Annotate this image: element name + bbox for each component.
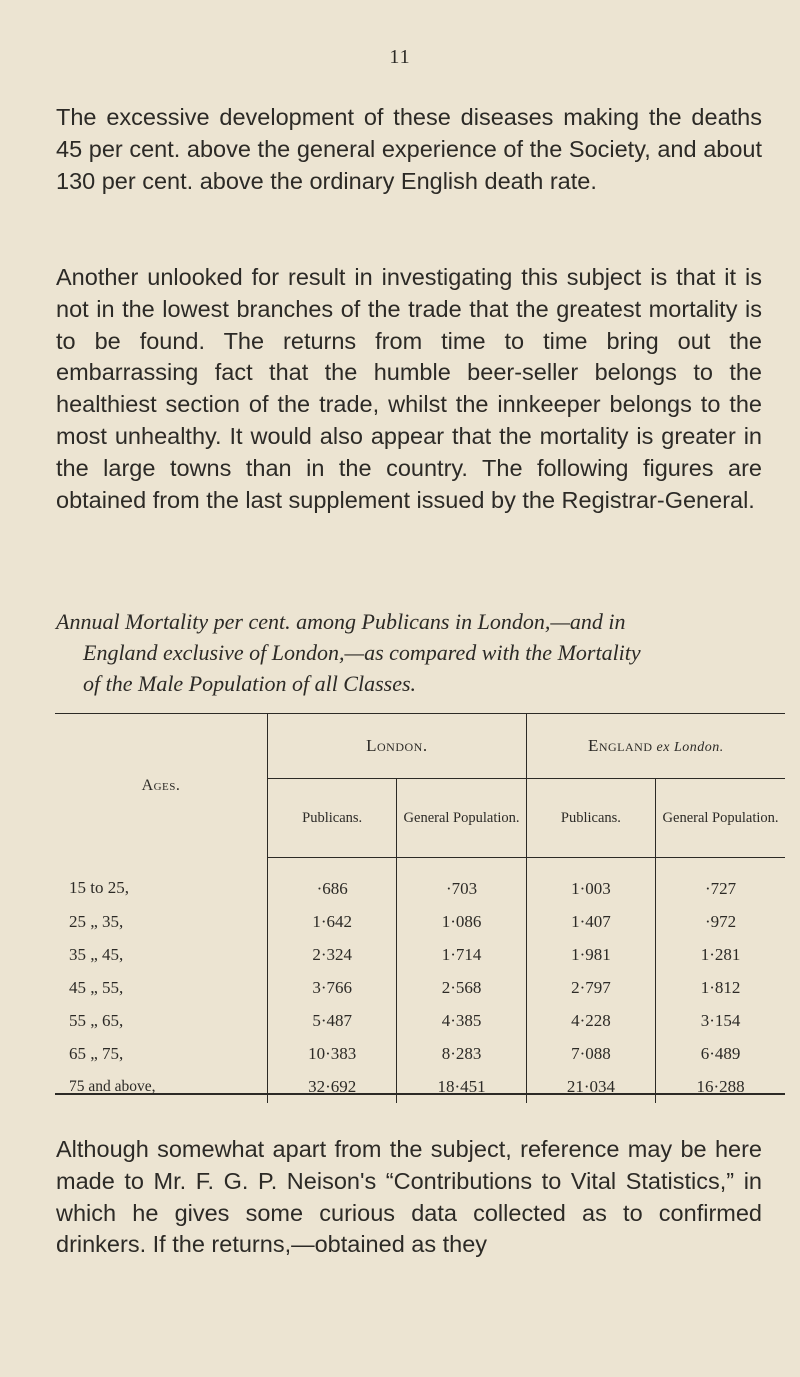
ages-header: Ages. <box>141 776 181 794</box>
value-cell: 32·692 <box>267 1070 396 1103</box>
caption-line-1: Annual Mortality per cent. among Publicans in London,—and in <box>56 609 626 634</box>
value-cell: 21·034 <box>526 1070 655 1103</box>
sub-header-england-general: General Population. <box>656 779 785 858</box>
age-cell: 35 „ 45, <box>69 944 124 964</box>
table-row <box>55 1004 785 1037</box>
caption-line-3: of the Male Population of all Classes. <box>83 671 417 696</box>
value-cell: 1·086 <box>397 905 526 938</box>
value-cell: 7·088 <box>526 1037 655 1070</box>
value-cell: 2·568 <box>397 971 526 1004</box>
value-cell: 1·003 <box>526 858 655 906</box>
age-cell: 25 „ 35, <box>69 911 124 931</box>
value-cell: 8·283 <box>397 1037 526 1070</box>
value-cell: 4·385 <box>397 1004 526 1037</box>
table-row <box>55 858 785 906</box>
london-header <box>267 714 526 779</box>
age-cell: 15 to 25, <box>69 878 129 898</box>
value-cell: 18·451 <box>397 1070 526 1103</box>
paragraph-3: Although somewhat apart from the subject, reference may be here made to Mr. F. G. P. Neison's “Contributions to Vital Statistics,” in which he gives some curious data collected as to confirmed drinkers. If the returns,—obtained as they <box>56 1136 762 1258</box>
sub-header-london-general: General Population. <box>397 779 526 858</box>
value-cell: 5·487 <box>267 1004 396 1037</box>
value-cell: 1·812 <box>656 971 785 1004</box>
paragraph-2: Another unlooked for result in investigating this subject is that it is not in the lowest branches of the trade that the greatest mortality is to be found. The returns from time to time bring out the embarrassing fact that the humble beer-seller belongs to the healthiest section of the trade, whilst the innkeeper belongs to the most unhealthy. It would also appear that the mortality is greater in the large towns than in the country. The following figures are obtained from the last supplement issued by the Registrar-General. <box>56 264 762 513</box>
value-cell: 2·797 <box>526 971 655 1004</box>
age-cell: 45 „ 55, <box>69 977 124 997</box>
value-cell: 1·714 <box>397 938 526 971</box>
table-caption <box>56 606 762 699</box>
england-header <box>526 714 785 779</box>
sub-header-england-publicans: Publicans. <box>526 779 655 858</box>
value-cell: 10·383 <box>267 1037 396 1070</box>
table-row <box>55 971 785 1004</box>
value-cell: ·727 <box>656 858 785 906</box>
value-cell: 2·324 <box>267 938 396 971</box>
value-cell: ·686 <box>267 858 396 906</box>
page-number: 11 <box>389 46 411 68</box>
value-cell: 3·154 <box>656 1004 785 1037</box>
caption-line-2: England exclusive of London,—as compared with the Mortality <box>83 640 641 665</box>
paragraph-1: The excessive development of these diseases making the deaths 45 per cent. above the general experience of the Society, and about 130 per cent. above the ordinary English death rate. <box>56 104 762 194</box>
value-cell: 1·981 <box>526 938 655 971</box>
age-cell: 75 and above, <box>69 1077 156 1095</box>
value-cell: 16·288 <box>656 1070 785 1103</box>
mortality-table <box>55 713 785 1095</box>
table-row <box>55 1070 785 1103</box>
england-header-rest: ex London. <box>656 740 724 755</box>
value-cell: 1·642 <box>267 905 396 938</box>
table-row <box>55 938 785 971</box>
table-row <box>55 1037 785 1070</box>
value-cell: 4·228 <box>526 1004 655 1037</box>
value-cell: ·703 <box>397 858 526 906</box>
sub-header-london-publicans: Publicans. <box>267 779 396 858</box>
value-cell: 1·281 <box>656 938 785 971</box>
age-cell: 65 „ 75, <box>69 1043 124 1063</box>
england-header-main: England <box>587 736 653 755</box>
age-cell: 55 „ 65, <box>69 1010 124 1030</box>
table-row <box>55 905 785 938</box>
value-cell: 3·766 <box>267 971 396 1004</box>
london-header-text: London. <box>366 736 428 755</box>
value-cell: 6·489 <box>656 1037 785 1070</box>
value-cell: ·972 <box>656 905 785 938</box>
value-cell: 1·407 <box>526 905 655 938</box>
